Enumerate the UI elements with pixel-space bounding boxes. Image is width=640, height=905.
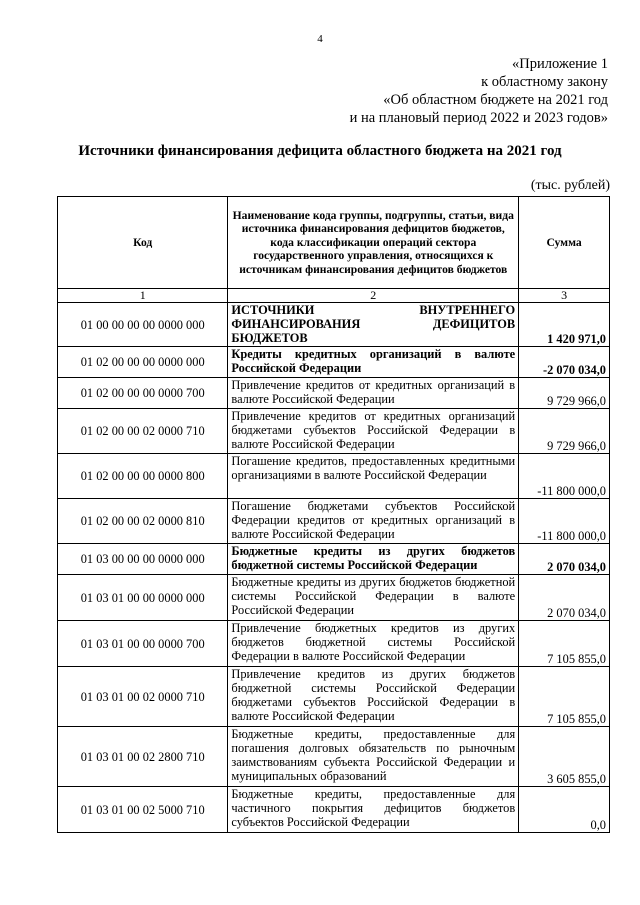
table-row	[58, 544, 610, 575]
column-number-1: 1	[58, 289, 228, 303]
table-row	[58, 499, 610, 544]
units-label: (тыс. рублей)	[530, 178, 610, 193]
appendix-header	[350, 55, 608, 127]
row-code: 01 03 01 00 02 0000 710	[58, 667, 228, 727]
table-row	[58, 787, 610, 833]
column-number-row	[58, 289, 610, 303]
row-code: 01 03 01 00 00 0000 000	[58, 575, 228, 621]
row-sum: 7 105 855,0	[519, 621, 610, 667]
row-name: Привлечение бюджетных кредитов из других бюджетов бюджетной системы Российской Федерации в валюте Российской Федерации	[228, 621, 519, 667]
row-name: Привлечение кредитов из других бюджетов бюджетной системы Российской Федерации бюджетами субъектов Российской Федерации в валюте Российской Федерации	[228, 667, 519, 727]
row-sum: -11 800 000,0	[519, 499, 610, 544]
row-name: Бюджетные кредиты, предоставленные для частичного покрытия дефицитов бюджетов субъектов Российской Федерации	[228, 787, 519, 833]
document-title: Источники финансирования дефицита областного бюджета на 2021 год	[78, 143, 562, 159]
row-sum: 0,0	[519, 787, 610, 833]
row-code: 01 02 00 00 00 0000 700	[58, 378, 228, 409]
financing-sources-table	[57, 196, 610, 833]
row-code: 01 02 00 00 00 0000 000	[58, 347, 228, 378]
header-code: Код	[58, 197, 228, 289]
row-name: Бюджетные кредиты из других бюджетов бюджетной системы Российской Федерации в валюте Российской Федерации	[228, 575, 519, 621]
appendix-line-2: к областному закону	[481, 74, 608, 90]
row-sum: 9 729 966,0	[519, 409, 610, 454]
row-code: 01 02 00 00 02 0000 810	[58, 499, 228, 544]
row-code: 01 03 01 00 02 2800 710	[58, 727, 228, 787]
table-header-row	[58, 197, 610, 289]
table-row	[58, 575, 610, 621]
column-number-3: 3	[519, 289, 610, 303]
row-sum: -2 070 034,0	[519, 347, 610, 378]
row-sum: 2 070 034,0	[519, 575, 610, 621]
row-code: 01 00 00 00 00 0000 000	[58, 303, 228, 347]
row-sum: 7 105 855,0	[519, 667, 610, 727]
table-row	[58, 621, 610, 667]
table-row	[58, 727, 610, 787]
appendix-line-4: и на плановый период 2022 и 2023 годов»	[349, 110, 608, 126]
row-sum: 1 420 971,0	[519, 303, 610, 347]
page-number: 4	[317, 33, 323, 45]
row-code: 01 03 01 00 02 5000 710	[58, 787, 228, 833]
row-sum: 9 729 966,0	[519, 378, 610, 409]
appendix-line-3: «Об областном бюджете на 2021 год	[383, 92, 608, 108]
header-sum: Сумма	[519, 197, 610, 289]
row-name: Привлечение кредитов от кредитных организаций в валюте Российской Федерации	[228, 378, 519, 409]
row-sum: 3 605 855,0	[519, 727, 610, 787]
table-row	[58, 667, 610, 727]
column-number-2: 2	[228, 289, 519, 303]
row-name: Погашение бюджетами субъектов Российской Федерации кредитов от кредитных организаций в валюте Российской Федерации	[228, 499, 519, 544]
row-name: Привлечение кредитов от кредитных организаций бюджетами субъектов Российской Федерации в валюте Российской Федерации	[228, 409, 519, 454]
row-sum: -11 800 000,0	[519, 454, 610, 499]
header-name: Наименование кода группы, подгруппы, статьи, вида источника финансирования дефицитов бюджетов, кода классификации операций сектора государственного управления, относящихся к источникам финансирования дефицитов бюджетов	[228, 197, 519, 289]
row-sum: 2 070 034,0	[519, 544, 610, 575]
table-row	[58, 347, 610, 378]
row-code: 01 02 00 00 02 0000 710	[58, 409, 228, 454]
row-name: Кредиты кредитных организаций в валюте Российской Федерации	[228, 347, 519, 378]
row-name: Бюджетные кредиты, предоставленные для погашения долговых обязательств по рыночным заимствованиям субъекта Российской Федерации и муниципальных образований	[228, 727, 519, 787]
row-code: 01 03 01 00 00 0000 700	[58, 621, 228, 667]
table-row	[58, 303, 610, 347]
row-code: 01 02 00 00 00 0000 800	[58, 454, 228, 499]
table-row	[58, 409, 610, 454]
row-name: Бюджетные кредиты из других бюджетов бюджетной системы Российской Федерации	[228, 544, 519, 575]
row-code: 01 03 00 00 00 0000 000	[58, 544, 228, 575]
table-row	[58, 378, 610, 409]
row-name: Погашение кредитов, предоставленных кредитными организациями в валюте Российской Федерации	[228, 454, 519, 499]
appendix-line-1: «Приложение 1	[512, 56, 608, 72]
table-row	[58, 454, 610, 499]
row-name: ИСТОЧНИКИ ВНУТРЕННЕГО ФИНАНСИРОВАНИЯ ДЕФИЦИТОВ БЮДЖЕТОВ	[228, 303, 519, 347]
